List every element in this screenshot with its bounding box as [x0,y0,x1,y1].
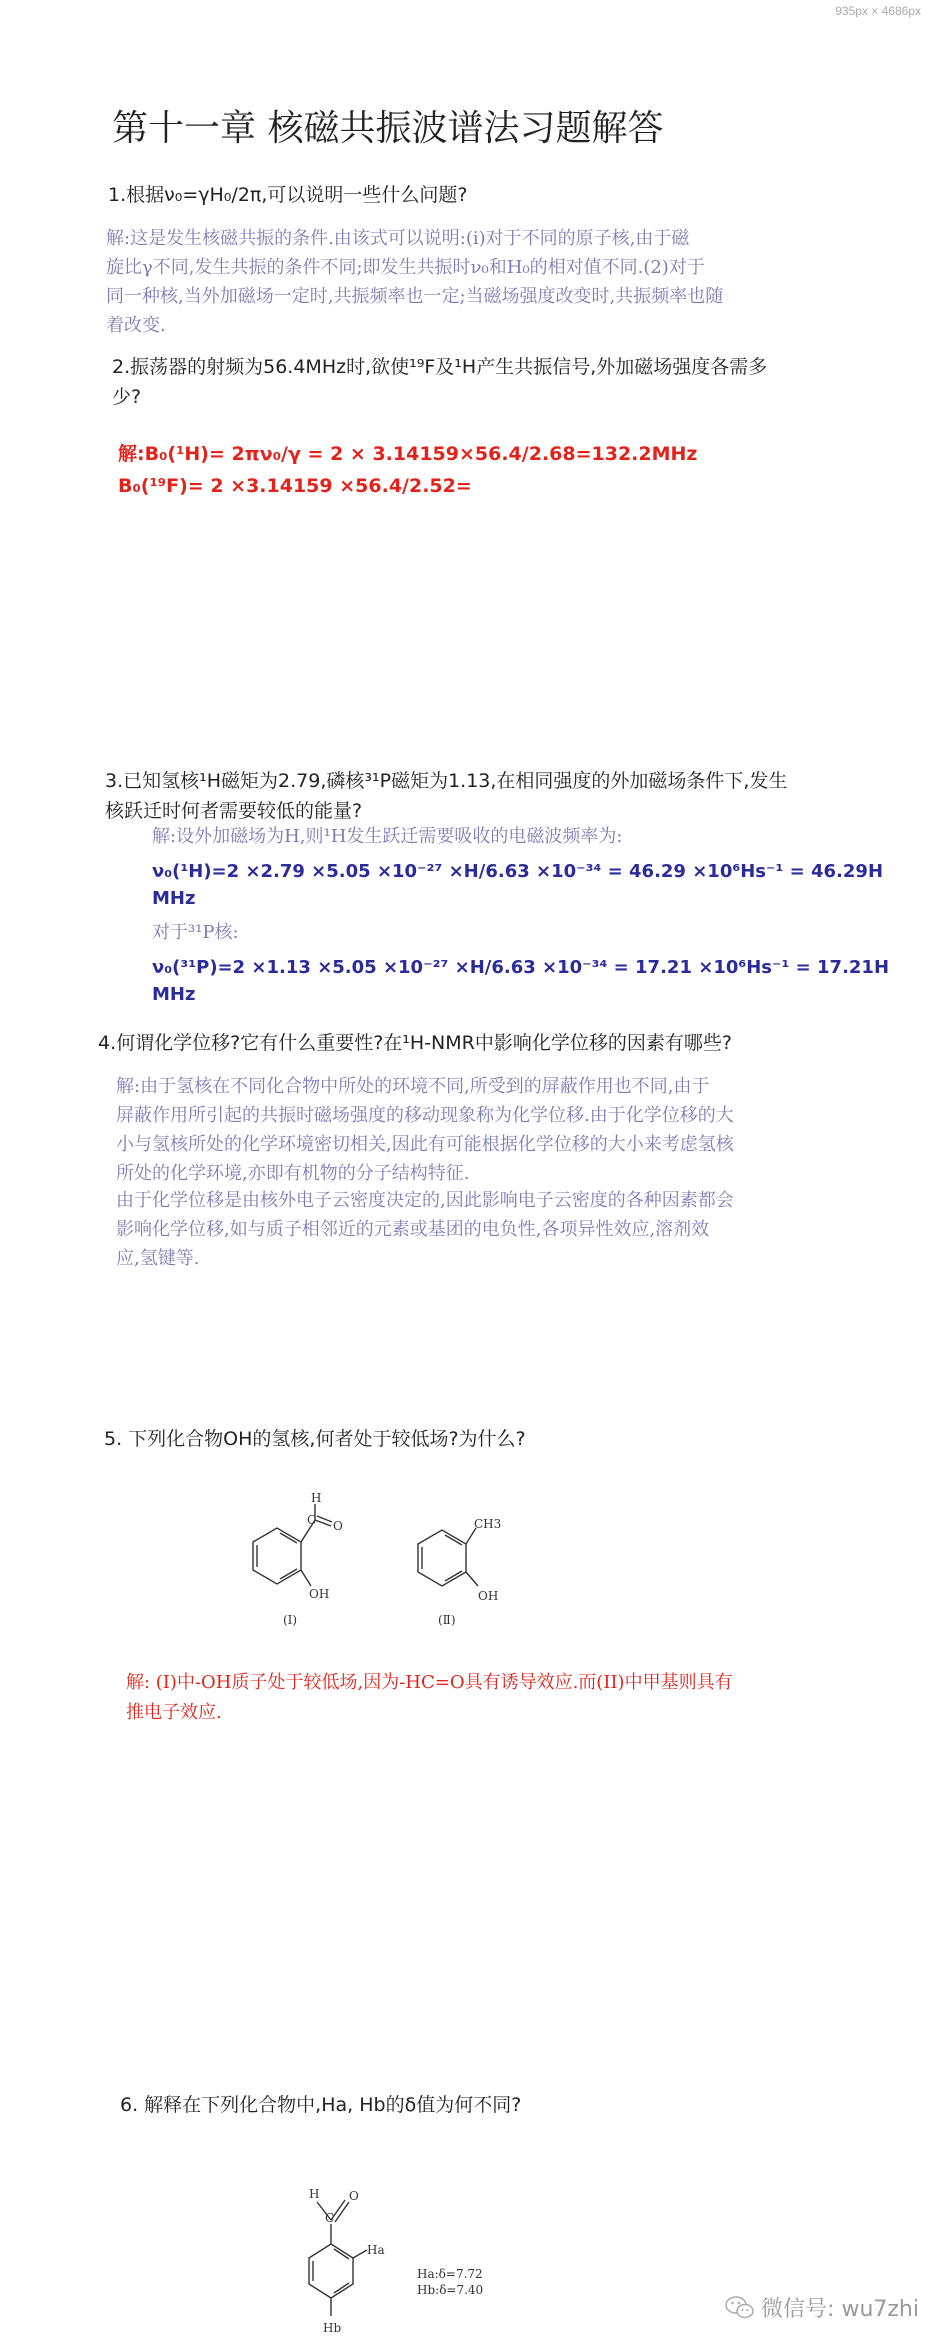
answer-1-line: 着改变. [106,315,166,336]
formula-line: MHz [152,888,196,909]
question-1: 1.根据ν₀=γH₀/2π,可以说明一些什么问题? [108,184,468,206]
answer-3-p-intro: 对于³¹P核: [152,922,239,943]
molecule-2-structure [400,1510,530,1630]
mol2-oh-label: OH [478,1589,499,1603]
answer-4-line: 小与氢核所处的化学环境密切相关,因此有可能根据化学位移的大小来考虑氢核 [116,1134,734,1155]
answer-1 [106,224,723,340]
answer-4-line: 所处的化学环境,亦即有机物的分子结构特征. [116,1163,470,1184]
mol3-o-label: O [349,2189,359,2203]
answer-1-line: 解:这是发生核磁共振的条件.由该式可以说明:(ⅰ)对于不同的原子核,由于磁 [106,228,690,249]
formula-line: ν₀(¹H)=2 ×2.79 ×5.05 ×10⁻²⁷ ×H/6.63 ×10⁻³⁴ = 46.29 ×10⁶Hs⁻¹ = 46.29H [152,861,884,882]
mol1-caption: (Ⅰ) [283,1613,298,1627]
watermark-text: 微信号: wu7zhi [761,2297,919,2322]
answer-2-line: 解:B₀(¹H)= 2πν₀/γ = 2 × 3.14159×56.4/2.68=132.2MHz [118,443,698,465]
question-2 [112,352,767,412]
answer-2-line: B₀(¹⁹F)= 2 ×3.14159 ×56.4/2.52= [118,475,472,497]
page-dimensions: 935px × 4686px [835,4,921,18]
page-title: 第十一章 核磁共振波谱法习题解答 [112,108,664,149]
hb-delta-value: Hb:δ=7.40 [417,2283,484,2297]
answer-4-line: 影响化学位移,如与质子相邻近的元素或基团的电负性,各项异性效应,溶剂效 [116,1219,710,1240]
answer-4-line: 由于化学位移是由核外电子云密度决定的,因此影响电子云密度的各种因素都会 [116,1190,734,1211]
answer-4-line: 屏蔽作用所引起的共振时磁场强度的移动现象称为化学位移.由于化学位移的大 [116,1105,734,1126]
question-3-line: 核跃迁时何者需要较低的能量? [105,800,363,822]
mol1-o-label: O [333,1519,343,1533]
question-4: 4.何谓化学位移?它有什么重要性?在¹H-NMR中影响化学位移的因素有哪些? [98,1032,732,1054]
question-5: 5. 下列化合物OH的氢核,何者处于较低场?为什么? [104,1428,526,1450]
mol1-oh-label: OH [309,1587,330,1601]
mol3-hb-label: Hb [323,2321,342,2335]
answer-5-line: 解: (I)中-OH质子处于较低场,因为-HC=O具有诱导效应.而(II)中甲基则具有 [126,1672,733,1693]
question-2-line: 2.振荡器的射频为56.4MHz时,欲使¹⁹F及¹H产生共振信号,外加磁场强度各需多 [112,356,768,378]
answer-3-intro: 解:设外加磁场为H,则¹H发生跃迁需要吸收的电磁波频率为: [152,826,623,847]
ha-delta-value: Ha:δ=7.72 [417,2267,483,2281]
mol3-ha-label: Ha [367,2243,385,2257]
question-6: 6. 解释在下列化合物中,Ha, Hb的δ值为何不同? [120,2094,522,2116]
question-3 [105,766,787,826]
answer-5 [126,1668,733,1728]
question-3-line: 3.已知氢核¹H磁矩为2.79,磷核³¹P磁矩为1.13,在相同强度的外加磁场条件下,发生 [105,770,788,792]
formula-line: MHz [152,984,196,1005]
answer-2 [118,438,697,502]
wechat-icon [725,2295,755,2321]
question-2-line: 少? [112,386,142,408]
molecule-3-structure [295,2180,495,2340]
answer-3-h-formula [152,858,883,912]
mol2-ch3-label: CH3 [474,1517,502,1531]
molecule-1-structure [225,1490,355,1630]
answer-4-line: 解:由于氢核在不同化合物中所处的环境不同,所受到的屏蔽作用也不同,由于 [116,1076,710,1097]
mol2-caption: (Ⅱ) [438,1613,456,1627]
answer-5-line: 推电子效应. [126,1702,222,1723]
answer-3-p-formula [152,954,889,1008]
answer-1-line: 旋比γ不同,发生共振的条件不同;即发生共振时ν₀和H₀的相对值不同.(2)对于 [106,257,705,278]
answer-1-line: 同一种核,当外加磁场一定时,共振频率也一定;当磁场强度改变时,共振频率也随 [106,286,724,307]
answer-4-line: 应,氢键等. [116,1248,200,1269]
watermark [725,2292,919,2323]
mol1-c-label: C [307,1513,317,1527]
formula-line: ν₀(³¹P)=2 ×1.13 ×5.05 ×10⁻²⁷ ×H/6.63 ×10⁻³⁴ = 17.21 ×10⁶Hs⁻¹ = 17.21H [152,957,890,978]
mol3-c-label: C [325,2211,335,2225]
mol3-h-label: H [309,2187,320,2201]
mol1-h-label: H [311,1491,322,1505]
answer-4-paragraph-1 [116,1072,734,1188]
answer-4-paragraph-2 [116,1186,734,1273]
